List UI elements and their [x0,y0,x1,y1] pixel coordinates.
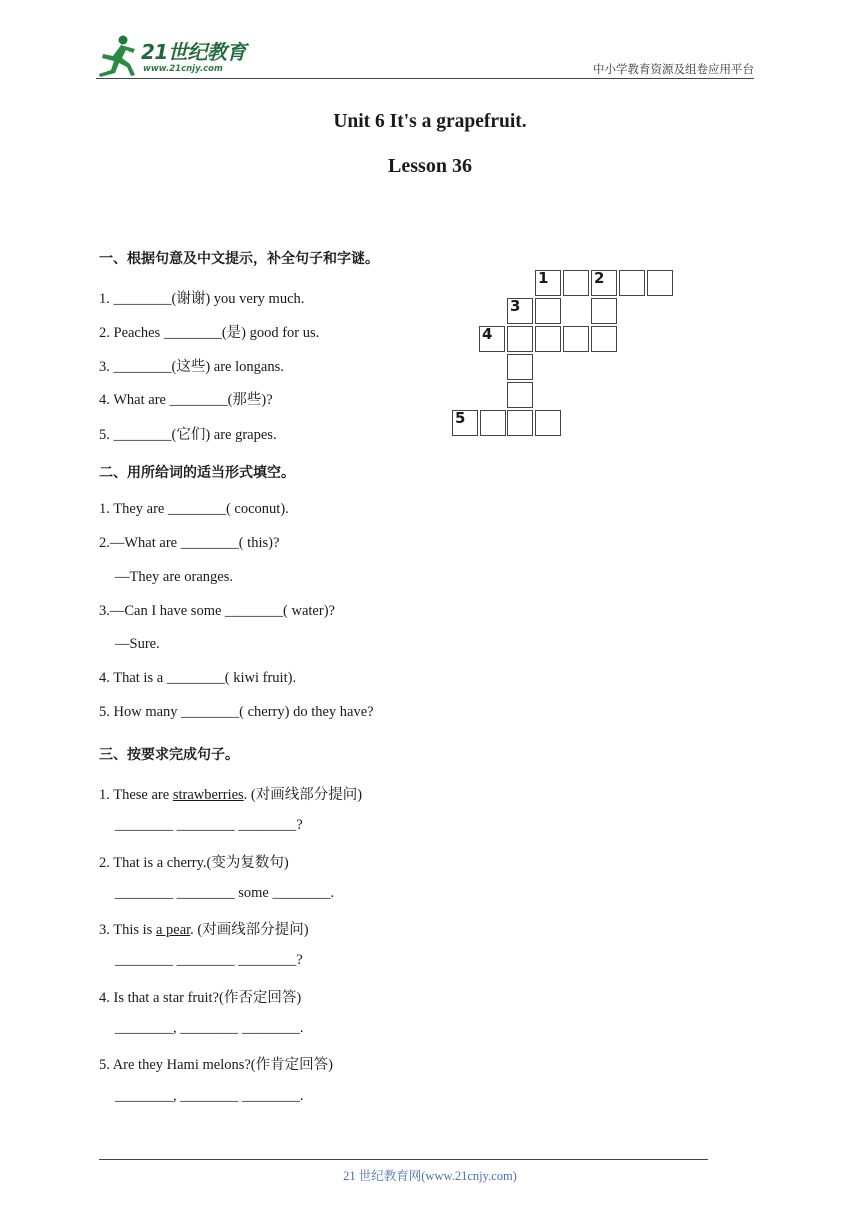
header-divider [96,78,754,79]
crossword-cell [507,354,533,380]
logo-url: www.21cnjy.com [143,64,223,74]
section-2-item: 1. They are ________( coconut). [99,501,289,517]
section-3-question-3 [99,918,309,939]
crossword-cell [535,270,561,296]
crossword-cell [591,326,617,352]
answer-blank-line: ________ ________ ________? [115,952,303,968]
crossword-cell [507,410,533,436]
crossword-cell [452,410,478,436]
section-3-question-5: 5. Are they Hami melons?(作肯定回答) [99,1057,333,1073]
page-subtitle: Lesson 36 [388,155,472,177]
section-1-heading: 一、根据句意及中文提示，补全句子和字谜。 [99,251,379,267]
crossword-cell [480,410,506,436]
footer-source[interactable]: 21 世纪教育网(www.21cnjy.com) [343,1169,517,1183]
crossword-cell [535,298,561,324]
section-2-item: 4. That is a ________( kiwi fruit). [99,670,297,686]
section-1-item: 1. ________(谢谢) you very much. [99,291,305,307]
answer-blank-line: ________ ________ ________? [115,817,303,833]
underlined-word: strawberries [172,787,244,803]
runner-icon [93,34,139,78]
crossword-number-3: 3 [510,297,521,315]
section-1-item: 5. ________(它们) are grapes. [99,427,277,443]
crossword-number-1: 1 [538,269,549,287]
question-instruction: . (对画线部分提问) [190,922,309,938]
section-3-question-2: 2. That is a cherry.(变为复数句) [99,855,289,871]
section-1-item: 2. Peaches ________(是) good for us. [99,325,320,341]
section-3-heading: 三、按要求完成句子。 [99,747,239,763]
crossword-number-2: 2 [594,269,605,287]
crossword-cell [591,270,617,296]
section-2-item: —They are oranges. [115,569,233,585]
section-2-heading: 二、用所给词的适当形式填空。 [99,465,295,481]
section-3-question-4: 4. Is that a star fruit?(作否定回答) [99,990,302,1006]
page-title: Unit 6 It's a grapefruit. [333,111,527,132]
crossword-cell [479,326,505,352]
section-2-item: 2.—What are ________( this)? [99,535,280,551]
crossword-cell [507,382,533,408]
section-2-item: 3.—Can I have some ________( water)? [99,603,335,619]
answer-blank-line: ________, ________ ________. [115,1020,304,1036]
section-1-item: 4. What are ________(那些)? [99,392,273,408]
header-platform-text: 中小学教育资源及组卷应用平台 [593,62,754,76]
section-2-item: 5. How many ________( cherry) do they have? [99,704,374,720]
underlined-word: a pear [155,922,191,938]
crossword-cell [591,298,617,324]
crossword-cell [535,326,561,352]
answer-blank-line: ________ ________ some ________. [115,885,335,901]
crossword-cell [563,326,589,352]
answer-blank-line: ________, ________ ________. [115,1088,304,1104]
section-2-item: —Sure. [115,636,160,652]
crossword-cell [507,326,533,352]
crossword-cell [507,298,533,324]
section-3-question-1 [99,783,362,804]
crossword-puzzle [452,270,676,440]
crossword-cell [619,270,645,296]
question-instruction: . (对画线部分提问) [243,787,363,803]
question-text: 1. These are [99,787,173,803]
logo [93,34,263,78]
crossword-number-4: 4 [482,325,493,343]
question-text: 3. This is [99,922,156,938]
footer-divider [99,1159,708,1160]
crossword-cell [535,410,561,436]
crossword-number-5: 5 [455,409,466,427]
crossword-cell [647,270,673,296]
crossword-cell [563,270,589,296]
logo-wordmark: 21世纪教育 [141,40,246,64]
section-1-item: 3. ________(这些) are longans. [99,359,284,375]
